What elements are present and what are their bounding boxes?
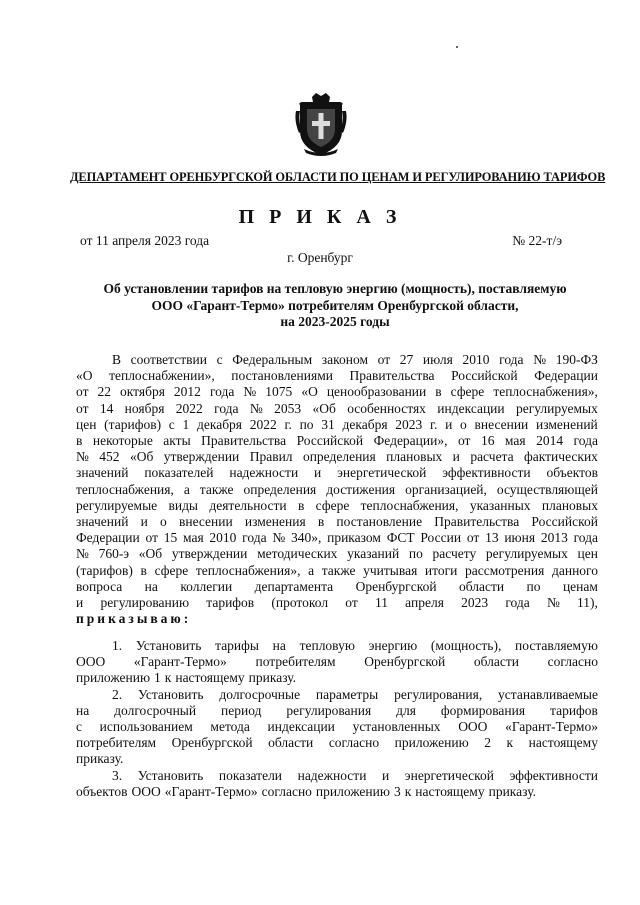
word: согласно <box>328 735 380 751</box>
preamble-line <box>76 417 598 433</box>
preamble-line <box>76 563 598 579</box>
preamble-line <box>76 514 598 530</box>
word: 2012 <box>173 384 201 400</box>
word: теплоснабжения, <box>360 497 459 513</box>
word: изменений <box>535 416 598 432</box>
word: приказу. <box>488 783 536 799</box>
word: внесении <box>474 416 529 432</box>
word: от <box>457 433 471 449</box>
word: 2010 <box>209 530 237 546</box>
heading-line: на 2023-2025 годы <box>280 314 390 329</box>
word: долгосрочный <box>114 702 197 718</box>
word: указанных <box>469 497 531 513</box>
word: 2013 <box>540 530 568 546</box>
word: Оренбургской <box>171 735 253 751</box>
word: мая <box>183 530 204 546</box>
item-line <box>76 751 598 767</box>
word: года <box>573 530 598 546</box>
word: года <box>573 433 598 449</box>
item-line <box>76 687 598 703</box>
preamble-line <box>76 368 598 384</box>
word: Установить <box>135 638 202 653</box>
word: В <box>112 352 122 367</box>
order-heading <box>70 281 600 331</box>
decree-word <box>76 611 598 627</box>
heading-line: Об установлении тарифов на тепловую энергию (мощность), поставляемую <box>103 281 567 296</box>
preamble-line <box>76 465 598 481</box>
word: фактических <box>524 449 598 465</box>
word: ООО <box>131 783 161 799</box>
word: акты <box>163 433 191 449</box>
order-city: г. Оренбург <box>287 250 353 265</box>
word: утверждении <box>171 546 248 562</box>
word: г. <box>284 416 292 432</box>
word: № <box>533 352 547 367</box>
word: приказу. <box>248 670 297 686</box>
word: данного <box>551 562 598 578</box>
word: 11), <box>577 595 598 611</box>
word: Установить <box>137 686 204 702</box>
word: тарифы <box>215 638 259 653</box>
word: 2022 <box>249 416 277 432</box>
word: на <box>144 578 158 594</box>
word: итоги <box>424 562 458 578</box>
word: по <box>526 578 541 594</box>
word: некоторые <box>92 433 153 449</box>
word: для <box>396 702 416 718</box>
word: а <box>308 562 315 578</box>
word: 2023 <box>461 595 489 611</box>
word: по <box>299 416 314 432</box>
heading-line: ООО «Гарант-Термо» потребителям Оренбургской области, <box>151 297 519 313</box>
word: 190-ФЗ <box>555 352 598 367</box>
word: учитывая <box>363 562 418 578</box>
word: плановых <box>541 497 598 513</box>
item-line <box>76 703 598 719</box>
word: параметры <box>315 686 379 702</box>
word: к <box>164 670 172 686</box>
word: а <box>183 481 190 497</box>
word: 1 <box>182 416 190 432</box>
word: изменения <box>244 514 306 530</box>
word: 15 <box>163 530 178 546</box>
word: (мощность), <box>430 638 502 653</box>
word: плановых <box>386 449 443 465</box>
word: 1 <box>154 670 161 686</box>
word: от <box>145 530 158 546</box>
word: надежности <box>229 465 299 481</box>
word: Установить <box>137 767 204 783</box>
word: Российской <box>296 433 364 449</box>
word: регулирования <box>286 702 372 718</box>
word: 1075 <box>265 384 293 400</box>
word: осуществляющей <box>496 481 598 497</box>
word: года <box>505 595 530 611</box>
word: и <box>382 767 390 783</box>
word: индексации <box>267 719 335 735</box>
word: приложению <box>76 670 151 686</box>
word: постановлениями <box>231 368 333 384</box>
word: указаний <box>347 546 400 562</box>
word: с <box>216 352 223 367</box>
word: «Гарант-Термо» <box>164 783 258 799</box>
word: объектов <box>546 465 598 481</box>
word: установленных <box>352 719 441 735</box>
preamble-line <box>76 482 598 498</box>
scan-speck <box>456 46 458 48</box>
preamble-line <box>76 546 598 562</box>
word: потребителям <box>255 654 336 670</box>
word: от <box>76 384 89 400</box>
word: № <box>272 530 286 546</box>
word: Правительства <box>201 433 287 449</box>
word: «Об <box>312 400 336 416</box>
word: года <box>209 384 235 400</box>
word: законом <box>321 352 369 367</box>
word: Правительства <box>349 368 435 384</box>
word: декабря <box>196 416 243 432</box>
order-date: от 11 апреля 2023 года <box>80 233 210 248</box>
word: 2014 <box>536 433 564 449</box>
word: эффективности <box>509 767 598 783</box>
preamble-line <box>76 530 598 546</box>
word: 340», <box>290 530 322 546</box>
word: коллегии <box>180 578 233 594</box>
word: ценам <box>562 578 598 594</box>
word: регулируемых <box>515 400 598 416</box>
word: определения <box>302 449 376 465</box>
word: «Гарант-Термо» <box>505 719 598 735</box>
word: долгосрочные <box>219 686 301 702</box>
word: соответствии <box>130 352 207 367</box>
word: № <box>76 546 89 562</box>
word: области <box>268 735 314 751</box>
word: использованием <box>99 719 193 735</box>
word: приложению <box>394 735 469 751</box>
preamble-line <box>76 449 598 465</box>
word: 2010 <box>462 352 490 367</box>
word: показателей <box>144 465 214 481</box>
word: о <box>160 514 167 530</box>
word: на <box>272 638 286 653</box>
word: 13 <box>485 530 499 546</box>
word: июня <box>504 530 536 546</box>
word: № <box>249 400 263 416</box>
order-items <box>76 638 598 800</box>
word: ООО <box>458 719 488 735</box>
word: (протокол <box>271 595 329 611</box>
word: к <box>404 783 412 799</box>
word: 452 <box>99 449 120 465</box>
word: деятельности <box>209 497 287 513</box>
word: формирования <box>440 702 526 718</box>
word: в <box>317 514 325 530</box>
word: сфере <box>315 497 350 513</box>
word: № <box>76 449 89 465</box>
word: Федерации», <box>373 433 448 449</box>
word: области <box>473 654 519 670</box>
word: период <box>221 702 262 718</box>
word: «О <box>76 368 93 384</box>
word: от <box>76 400 89 416</box>
order-number: № 22-т/э <box>512 233 562 248</box>
word: декабря <box>342 416 388 432</box>
decree-word-text: приказываю: <box>76 611 192 627</box>
word: в <box>140 562 147 578</box>
word: утверждении <box>163 449 240 465</box>
word: цен <box>577 546 598 562</box>
word: приказу. <box>76 751 124 767</box>
word: теплоснабжении», <box>109 368 215 384</box>
word: июля <box>422 352 453 367</box>
word: особенностях <box>347 400 426 416</box>
word: рассмотрения <box>465 562 545 578</box>
word: регулируемые <box>76 497 158 513</box>
item-line <box>76 654 598 670</box>
word: Федеральным <box>232 352 313 367</box>
word: Правил <box>249 449 293 465</box>
preamble-line <box>76 498 598 514</box>
word: 14 <box>99 400 114 416</box>
word: 2 <box>484 735 491 751</box>
preamble-line <box>76 401 598 417</box>
word: ноября <box>124 400 165 416</box>
word: сфере <box>450 384 485 400</box>
word: и <box>452 449 460 465</box>
word: Федерации <box>534 368 598 384</box>
word: метода <box>210 719 250 735</box>
word: России <box>420 530 462 546</box>
word: ООО <box>76 654 106 670</box>
word: приложению <box>315 783 390 799</box>
word: Федерации <box>76 530 140 546</box>
word: на <box>76 702 90 718</box>
word: мая <box>504 433 526 449</box>
word: № <box>243 384 257 400</box>
word: с <box>76 719 82 735</box>
word: «Об <box>138 546 163 562</box>
word: октября <box>120 384 165 400</box>
word: года <box>499 352 524 367</box>
word: Российской <box>531 514 598 530</box>
word: и <box>140 514 148 530</box>
word: теплоснабжения», <box>195 562 301 578</box>
word: и <box>314 465 322 481</box>
word: тепловую <box>299 638 355 653</box>
word: значений <box>76 514 129 530</box>
word: надежности <box>297 767 367 783</box>
word: 1. <box>112 638 123 653</box>
word: настоящему <box>415 783 485 799</box>
word: объектов <box>76 783 128 799</box>
item-line <box>76 768 598 784</box>
word: регулирования, <box>394 686 483 702</box>
word: (тарифов) <box>76 562 133 578</box>
word: внесении <box>178 514 233 530</box>
word: 2022 <box>175 400 203 416</box>
preamble-line <box>76 595 598 611</box>
word: сфере <box>154 562 189 578</box>
word: от <box>345 595 358 611</box>
word: поставляемую <box>515 638 598 653</box>
word: (тарифов) <box>104 416 162 432</box>
word: Правительства <box>434 514 520 530</box>
item-line <box>76 719 598 735</box>
preamble <box>76 352 598 627</box>
word: ценообразовании <box>326 384 427 400</box>
word: Российской <box>451 368 518 384</box>
word: 31 <box>321 416 335 432</box>
word: от <box>377 352 391 367</box>
word: 22 <box>97 384 111 400</box>
word: показатели <box>218 767 283 783</box>
preamble-line <box>76 579 598 595</box>
word: и <box>76 595 84 611</box>
word: определения <box>243 481 317 497</box>
word: 2053 <box>274 400 302 416</box>
word: также <box>321 562 356 578</box>
word: настоящему <box>175 670 245 686</box>
word: согласно <box>261 783 312 799</box>
word: теплоснабжения», <box>493 384 598 400</box>
word: энергию <box>368 638 418 653</box>
word: тарифов <box>550 702 598 718</box>
word: теплоснабжения, <box>76 481 174 497</box>
word: потребителям <box>76 735 157 751</box>
word: приказом <box>327 530 381 546</box>
word: 11 <box>374 595 388 611</box>
word: энергетической <box>337 465 427 481</box>
item-line <box>76 670 598 686</box>
word: от <box>466 530 480 546</box>
word: виды <box>168 497 199 513</box>
word: устанавливаемые <box>498 686 598 702</box>
word: расчета <box>470 449 514 465</box>
word: по <box>408 546 423 562</box>
word: 760-э <box>98 546 130 562</box>
word: Оренбургской <box>364 654 446 670</box>
word: с <box>168 416 175 432</box>
word: г. <box>429 416 438 432</box>
word: организацией, <box>405 481 487 497</box>
word: ФСТ <box>386 530 415 546</box>
word: цен <box>76 416 97 432</box>
word: расчету <box>432 546 477 562</box>
word: в <box>297 497 305 513</box>
word: постановление <box>336 514 423 530</box>
item-line <box>76 784 598 800</box>
word: достижения <box>326 481 396 497</box>
word: и <box>445 416 453 432</box>
word: года <box>214 400 239 416</box>
word: значений <box>76 465 129 481</box>
word: департамента <box>254 578 334 594</box>
word: эффективности <box>442 465 531 481</box>
word: о <box>460 416 467 432</box>
word: регулируемых <box>485 546 568 562</box>
word: «Гарант-Термо» <box>133 654 227 670</box>
preamble-line <box>76 352 598 368</box>
word: в <box>435 384 442 400</box>
word: 16 <box>480 433 495 449</box>
preamble-line <box>76 384 598 400</box>
word: 2023 <box>395 416 423 432</box>
word: 27 <box>399 352 414 367</box>
word: согласно <box>547 654 598 670</box>
word: 3 <box>393 783 401 799</box>
word: к <box>506 735 514 751</box>
word: энергетической <box>404 767 494 783</box>
word: также <box>199 481 234 497</box>
word: 2. <box>112 686 123 702</box>
department-title: ДЕПАРТАМЕНТ ОРЕНБУРГСКОЙ ОБЛАСТИ ПО ЦЕНАМ И РЕГУЛИРОВАНИЮ ТАРИФОВ <box>70 170 606 184</box>
item-line <box>76 638 598 654</box>
coat-of-arms-icon <box>294 91 348 157</box>
word: настоящему <box>528 735 598 751</box>
item-line <box>76 735 598 751</box>
word: апреля <box>405 595 444 611</box>
preamble-line <box>76 433 598 449</box>
word: года <box>242 530 267 546</box>
order-title: П Р И К А З <box>238 206 402 228</box>
word: индексации <box>437 400 505 416</box>
word: области <box>458 578 505 594</box>
word: регулированию <box>100 595 190 611</box>
word: «Об <box>129 449 154 465</box>
word: «О <box>301 384 318 400</box>
word: в <box>76 433 83 449</box>
word: № <box>546 595 560 611</box>
word: тарифов <box>206 595 255 611</box>
word: вопроса <box>76 578 123 594</box>
word: 3. <box>112 767 123 783</box>
word: методических <box>257 546 338 562</box>
word: Оренбургской <box>355 578 437 594</box>
